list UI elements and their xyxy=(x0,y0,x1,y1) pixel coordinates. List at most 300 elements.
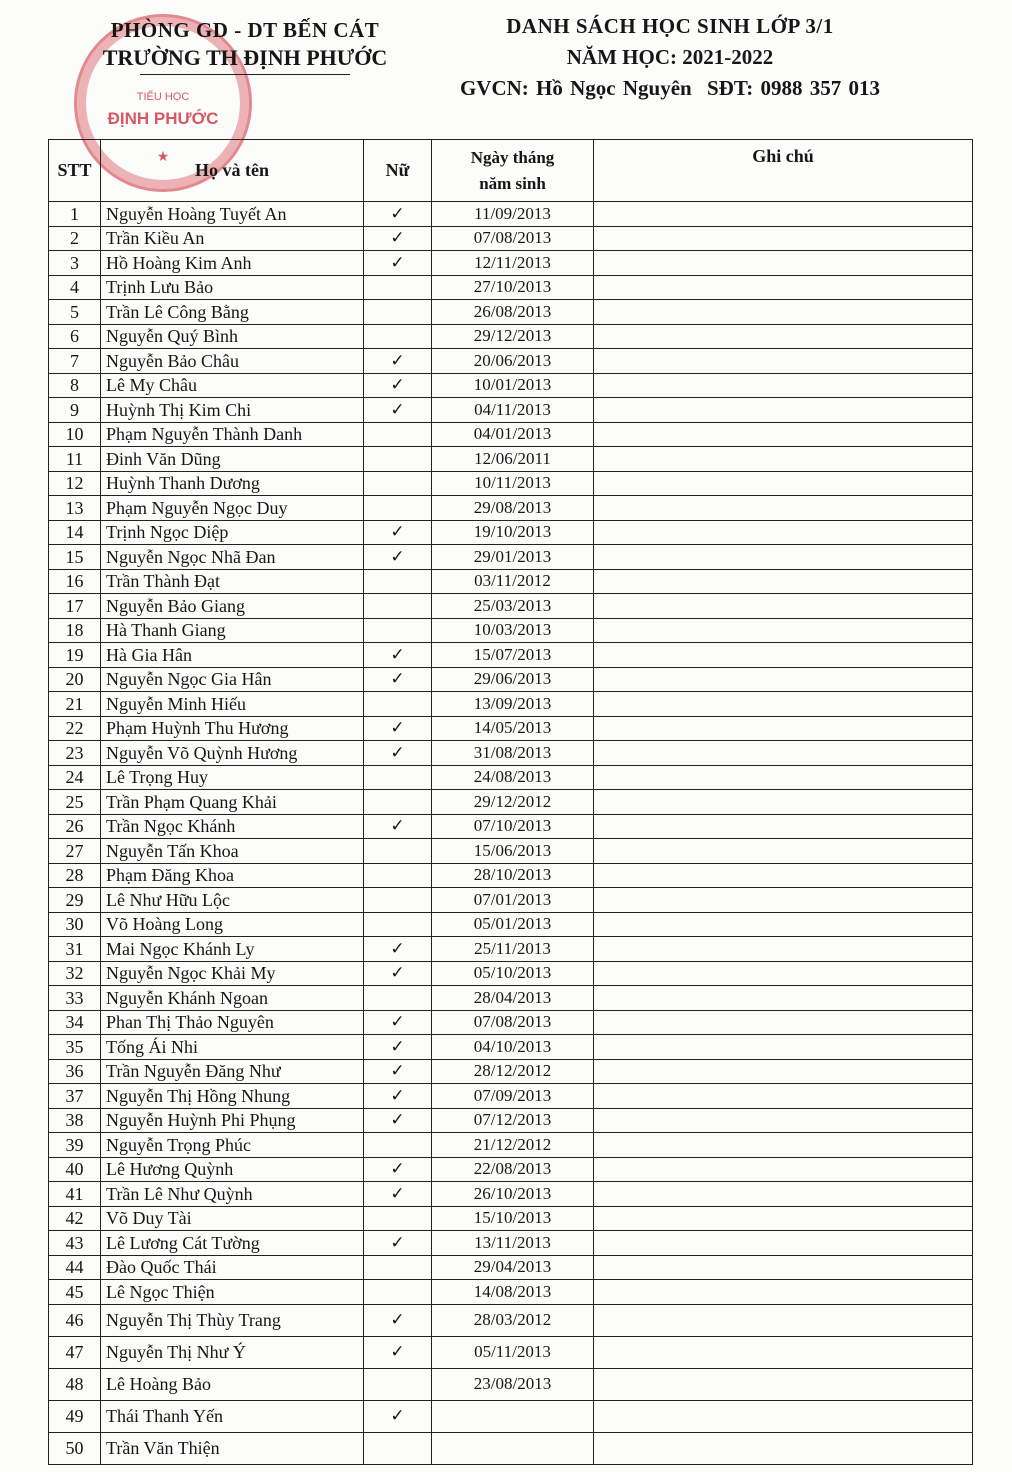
stt-cell: 2 xyxy=(49,226,101,251)
column-header-note: Ghi chú xyxy=(594,140,973,202)
name-cell: Nguyễn Minh Hiếu xyxy=(101,692,364,717)
female-check-cell: ✓ xyxy=(364,1035,432,1060)
table-row xyxy=(49,1206,973,1231)
stt-cell: 1 xyxy=(49,202,101,227)
note-cell xyxy=(594,1304,973,1336)
female-check-cell: ✓ xyxy=(364,1336,432,1368)
name-cell: Lê Ngọc Thiện xyxy=(101,1280,364,1305)
dob-cell: 20/06/2013 xyxy=(432,349,594,374)
female-check-cell xyxy=(364,765,432,790)
column-header-dob-line1: Ngày tháng xyxy=(470,147,555,167)
note-cell xyxy=(594,1280,973,1305)
note-cell xyxy=(594,1368,973,1400)
note-cell xyxy=(594,569,973,594)
female-check-cell xyxy=(364,1280,432,1305)
dob-cell: 05/11/2013 xyxy=(432,1336,594,1368)
name-cell: Trần Nguyễn Đăng Như xyxy=(101,1059,364,1084)
note-cell xyxy=(594,1035,973,1060)
dob-cell: 26/10/2013 xyxy=(432,1182,594,1207)
name-cell: Đinh Văn Dũng xyxy=(101,447,364,472)
dob-cell: 05/10/2013 xyxy=(432,961,594,986)
column-header-dob-line2: năm sinh xyxy=(479,173,546,193)
female-check-cell xyxy=(364,692,432,717)
name-cell: Nguyễn Quý Bình xyxy=(101,324,364,349)
stamp-star-icon: ★ xyxy=(156,150,170,165)
table-row xyxy=(49,275,973,300)
note-cell xyxy=(594,1157,973,1182)
note-cell xyxy=(594,839,973,864)
dob-cell: 25/11/2013 xyxy=(432,937,594,962)
name-cell: Nguyễn Bảo Châu xyxy=(101,349,364,374)
table-header-row xyxy=(49,140,973,202)
table-row xyxy=(49,1400,973,1432)
dob-cell xyxy=(432,1400,594,1432)
stt-cell: 19 xyxy=(49,643,101,668)
table-body xyxy=(49,202,973,1465)
stt-cell: 48 xyxy=(49,1368,101,1400)
dob-cell: 07/12/2013 xyxy=(432,1108,594,1133)
female-check-cell xyxy=(364,618,432,643)
dob-cell: 29/12/2012 xyxy=(432,790,594,815)
table-row xyxy=(49,471,973,496)
female-check-cell: ✓ xyxy=(364,716,432,741)
table-row xyxy=(49,496,973,521)
table-row xyxy=(49,741,973,766)
female-check-cell: ✓ xyxy=(364,398,432,423)
table-row xyxy=(49,594,973,619)
name-cell: Huỳnh Thị Kim Chi xyxy=(101,398,364,423)
document-header xyxy=(420,14,920,101)
note-cell xyxy=(594,1133,973,1158)
note-cell xyxy=(594,202,973,227)
student-table xyxy=(48,139,973,1465)
note-cell xyxy=(594,520,973,545)
table-row xyxy=(49,202,973,227)
female-check-cell: ✓ xyxy=(364,741,432,766)
dob-cell: 07/10/2013 xyxy=(432,814,594,839)
female-check-cell: ✓ xyxy=(364,373,432,398)
note-cell xyxy=(594,1400,973,1432)
name-cell: Phạm Nguyễn Ngọc Duy xyxy=(101,496,364,521)
table-row xyxy=(49,1059,973,1084)
header-underline xyxy=(140,74,350,75)
female-check-cell xyxy=(364,422,432,447)
note-cell xyxy=(594,1059,973,1084)
name-cell: Trần Lê Công Bằng xyxy=(101,300,364,325)
note-cell xyxy=(594,349,973,374)
note-cell xyxy=(594,961,973,986)
note-cell xyxy=(594,716,973,741)
table-row xyxy=(49,912,973,937)
name-cell: Trịnh Lưu Bảo xyxy=(101,275,364,300)
female-check-cell xyxy=(364,912,432,937)
stt-cell: 18 xyxy=(49,618,101,643)
table-row xyxy=(49,447,973,472)
stt-cell: 38 xyxy=(49,1108,101,1133)
dob-cell: 31/08/2013 xyxy=(432,741,594,766)
name-cell: Nguyễn Tấn Khoa xyxy=(101,839,364,864)
stt-cell: 28 xyxy=(49,863,101,888)
name-cell: Trần Phạm Quang Khải xyxy=(101,790,364,815)
female-check-cell: ✓ xyxy=(364,1400,432,1432)
stt-cell: 47 xyxy=(49,1336,101,1368)
note-cell xyxy=(594,1182,973,1207)
dob-cell: 10/03/2013 xyxy=(432,618,594,643)
stt-cell: 41 xyxy=(49,1182,101,1207)
stt-cell: 14 xyxy=(49,520,101,545)
female-check-cell: ✓ xyxy=(364,1157,432,1182)
dob-cell: 13/11/2013 xyxy=(432,1231,594,1256)
stt-cell: 22 xyxy=(49,716,101,741)
stamp-text-top: TIỂU HỌC xyxy=(136,91,190,103)
dob-cell: 15/06/2013 xyxy=(432,839,594,864)
note-cell xyxy=(594,667,973,692)
stt-cell: 43 xyxy=(49,1231,101,1256)
column-header-dob xyxy=(432,140,594,202)
table-row xyxy=(49,790,973,815)
stt-cell: 5 xyxy=(49,300,101,325)
stt-cell: 29 xyxy=(49,888,101,913)
female-check-cell: ✓ xyxy=(364,1084,432,1109)
female-check-cell: ✓ xyxy=(364,1108,432,1133)
name-cell: Lê Hương Quỳnh xyxy=(101,1157,364,1182)
female-check-cell xyxy=(364,986,432,1011)
dob-cell: 04/10/2013 xyxy=(432,1035,594,1060)
table-row xyxy=(49,545,973,570)
dob-cell: 13/09/2013 xyxy=(432,692,594,717)
name-cell: Nguyễn Huỳnh Phi Phụng xyxy=(101,1108,364,1133)
female-check-cell xyxy=(364,863,432,888)
stt-cell: 33 xyxy=(49,986,101,1011)
name-cell: Nguyễn Thị Thùy Trang xyxy=(101,1304,364,1336)
table-row xyxy=(49,422,973,447)
note-cell xyxy=(594,422,973,447)
table-row xyxy=(49,986,973,1011)
dob-cell: 15/10/2013 xyxy=(432,1206,594,1231)
stt-cell: 7 xyxy=(49,349,101,374)
stt-cell: 12 xyxy=(49,471,101,496)
table-row xyxy=(49,1231,973,1256)
table-row xyxy=(49,373,973,398)
department-name: PHÒNG GD - DT BẾN CÁT xyxy=(110,18,380,42)
table-row xyxy=(49,1133,973,1158)
female-check-cell: ✓ xyxy=(364,937,432,962)
stt-cell: 24 xyxy=(49,765,101,790)
dob-cell: 05/01/2013 xyxy=(432,912,594,937)
school-header xyxy=(80,18,410,75)
table-row xyxy=(49,520,973,545)
note-cell xyxy=(594,692,973,717)
female-check-cell xyxy=(364,790,432,815)
stt-cell: 3 xyxy=(49,251,101,276)
dob-cell: 29/04/2013 xyxy=(432,1255,594,1280)
name-cell: Trịnh Ngọc Diệp xyxy=(101,520,364,545)
dob-cell: 29/08/2013 xyxy=(432,496,594,521)
table-row xyxy=(49,1432,973,1464)
dob-cell: 22/08/2013 xyxy=(432,1157,594,1182)
name-cell: Đào Quốc Thái xyxy=(101,1255,364,1280)
dob-cell: 19/10/2013 xyxy=(432,520,594,545)
name-cell: Nguyễn Ngọc Gia Hân xyxy=(101,667,364,692)
table-row xyxy=(49,1304,973,1336)
table-row xyxy=(49,667,973,692)
name-cell: Lê Trọng Huy xyxy=(101,765,364,790)
dob-cell: 12/11/2013 xyxy=(432,251,594,276)
name-cell: Nguyễn Hoàng Tuyết An xyxy=(101,202,364,227)
stt-cell: 15 xyxy=(49,545,101,570)
dob-cell: 29/01/2013 xyxy=(432,545,594,570)
name-cell: Lê My Châu xyxy=(101,373,364,398)
school-name: TRƯỜNG TH ĐỊNH PHƯỚC xyxy=(102,45,388,70)
stt-cell: 23 xyxy=(49,741,101,766)
stt-cell: 36 xyxy=(49,1059,101,1084)
stt-cell: 6 xyxy=(49,324,101,349)
name-cell: Trần Văn Thiện xyxy=(101,1432,364,1464)
table-row xyxy=(49,765,973,790)
table-row xyxy=(49,863,973,888)
name-cell: Huỳnh Thanh Dương xyxy=(101,471,364,496)
table-row xyxy=(49,1368,973,1400)
female-check-cell: ✓ xyxy=(364,643,432,668)
stt-cell: 27 xyxy=(49,839,101,864)
stt-cell: 32 xyxy=(49,961,101,986)
table-row xyxy=(49,1336,973,1368)
note-cell xyxy=(594,1010,973,1035)
name-cell: Nguyễn Bảo Giang xyxy=(101,594,364,619)
note-cell xyxy=(594,1231,973,1256)
dob-cell: 03/11/2012 xyxy=(432,569,594,594)
female-check-cell: ✓ xyxy=(364,814,432,839)
table-row xyxy=(49,398,973,423)
female-check-cell: ✓ xyxy=(364,251,432,276)
female-check-cell: ✓ xyxy=(364,961,432,986)
stt-cell: 26 xyxy=(49,814,101,839)
note-cell xyxy=(594,226,973,251)
table-row xyxy=(49,1182,973,1207)
table-row xyxy=(49,839,973,864)
note-cell xyxy=(594,790,973,815)
female-check-cell: ✓ xyxy=(364,520,432,545)
dob-cell: 29/12/2013 xyxy=(432,324,594,349)
name-cell: Phạm Đăng Khoa xyxy=(101,863,364,888)
name-cell: Nguyễn Võ Quỳnh Hương xyxy=(101,741,364,766)
female-check-cell xyxy=(364,594,432,619)
dob-cell: 24/08/2013 xyxy=(432,765,594,790)
dob-cell: 26/08/2013 xyxy=(432,300,594,325)
female-check-cell xyxy=(364,447,432,472)
note-cell xyxy=(594,643,973,668)
name-cell: Nguyễn Thị Hồng Nhung xyxy=(101,1084,364,1109)
note-cell xyxy=(594,1206,973,1231)
note-cell xyxy=(594,888,973,913)
name-cell: Nguyễn Thị Như Ý xyxy=(101,1336,364,1368)
dob-cell: 10/01/2013 xyxy=(432,373,594,398)
stt-cell: 46 xyxy=(49,1304,101,1336)
female-check-cell: ✓ xyxy=(364,1059,432,1084)
female-check-cell xyxy=(364,300,432,325)
column-header-female: Nữ xyxy=(364,140,432,202)
stt-cell: 16 xyxy=(49,569,101,594)
name-cell: Trần Thành Đạt xyxy=(101,569,364,594)
stt-cell: 21 xyxy=(49,692,101,717)
dob-cell xyxy=(432,1432,594,1464)
note-cell xyxy=(594,545,973,570)
name-cell: Hồ Hoàng Kim Anh xyxy=(101,251,364,276)
name-cell: Thái Thanh Yến xyxy=(101,1400,364,1432)
stt-cell: 35 xyxy=(49,1035,101,1060)
table-row xyxy=(49,888,973,913)
table-row xyxy=(49,349,973,374)
stt-cell: 8 xyxy=(49,373,101,398)
table-row xyxy=(49,716,973,741)
female-check-cell: ✓ xyxy=(364,226,432,251)
name-cell: Lê Lương Cát Tường xyxy=(101,1231,364,1256)
table-row xyxy=(49,251,973,276)
note-cell xyxy=(594,398,973,423)
female-check-cell: ✓ xyxy=(364,1010,432,1035)
note-cell xyxy=(594,765,973,790)
female-check-cell xyxy=(364,275,432,300)
table-row xyxy=(49,1084,973,1109)
table-row xyxy=(49,692,973,717)
dob-cell: 14/05/2013 xyxy=(432,716,594,741)
note-cell xyxy=(594,1432,973,1464)
dob-cell: 21/12/2012 xyxy=(432,1133,594,1158)
dob-cell: 07/01/2013 xyxy=(432,888,594,913)
note-cell xyxy=(594,1336,973,1368)
name-cell: Nguyễn Ngọc Nhã Đan xyxy=(101,545,364,570)
dob-cell: 27/10/2013 xyxy=(432,275,594,300)
stt-cell: 25 xyxy=(49,790,101,815)
note-cell xyxy=(594,912,973,937)
table-row xyxy=(49,814,973,839)
dob-cell: 12/06/2011 xyxy=(432,447,594,472)
table-row xyxy=(49,1108,973,1133)
note-cell xyxy=(594,741,973,766)
note-cell xyxy=(594,594,973,619)
stt-cell: 9 xyxy=(49,398,101,423)
note-cell xyxy=(594,1255,973,1280)
female-check-cell xyxy=(364,1206,432,1231)
teacher-name: GVCN: Hồ Ngọc Nguyên xyxy=(459,76,692,100)
note-cell xyxy=(594,937,973,962)
female-check-cell xyxy=(364,1368,432,1400)
dob-cell: 04/01/2013 xyxy=(432,422,594,447)
table-row xyxy=(49,1280,973,1305)
dob-cell: 25/03/2013 xyxy=(432,594,594,619)
table-row xyxy=(49,1035,973,1060)
dob-cell: 07/09/2013 xyxy=(432,1084,594,1109)
teacher-line xyxy=(420,76,920,101)
stt-cell: 10 xyxy=(49,422,101,447)
female-check-cell xyxy=(364,496,432,521)
female-check-cell xyxy=(364,1133,432,1158)
stamp-text-main: ĐỊNH PHƯỚC xyxy=(107,109,219,128)
female-check-cell: ✓ xyxy=(364,1182,432,1207)
name-cell: Hà Gia Hân xyxy=(101,643,364,668)
note-cell xyxy=(594,324,973,349)
table-row xyxy=(49,1157,973,1182)
name-cell: Phan Thị Thảo Nguyên xyxy=(101,1010,364,1035)
name-cell: Mai Ngọc Khánh Ly xyxy=(101,937,364,962)
table-row xyxy=(49,961,973,986)
dob-cell: 29/06/2013 xyxy=(432,667,594,692)
stt-cell: 49 xyxy=(49,1400,101,1432)
name-cell: Trần Lê Như Quỳnh xyxy=(101,1182,364,1207)
column-header-stt: STT xyxy=(49,140,101,202)
table-row xyxy=(49,324,973,349)
note-cell xyxy=(594,373,973,398)
name-cell: Lê Hoàng Bảo xyxy=(101,1368,364,1400)
table-row xyxy=(49,569,973,594)
female-check-cell: ✓ xyxy=(364,1304,432,1336)
female-check-cell xyxy=(364,888,432,913)
name-cell: Nguyễn Trọng Phúc xyxy=(101,1133,364,1158)
stt-cell: 42 xyxy=(49,1206,101,1231)
stt-cell: 39 xyxy=(49,1133,101,1158)
note-cell xyxy=(594,447,973,472)
dob-cell: 04/11/2013 xyxy=(432,398,594,423)
female-check-cell: ✓ xyxy=(364,349,432,374)
dob-cell: 28/10/2013 xyxy=(432,863,594,888)
dob-cell: 07/08/2013 xyxy=(432,226,594,251)
stt-cell: 17 xyxy=(49,594,101,619)
note-cell xyxy=(594,1084,973,1109)
stt-cell: 45 xyxy=(49,1280,101,1305)
name-cell: Trần Ngọc Khánh xyxy=(101,814,364,839)
female-check-cell xyxy=(364,324,432,349)
name-cell: Võ Hoàng Long xyxy=(101,912,364,937)
dob-cell: 23/08/2013 xyxy=(432,1368,594,1400)
note-cell xyxy=(594,471,973,496)
female-check-cell xyxy=(364,569,432,594)
stt-cell: 30 xyxy=(49,912,101,937)
table-row xyxy=(49,643,973,668)
stt-cell: 31 xyxy=(49,937,101,962)
table-row xyxy=(49,618,973,643)
note-cell xyxy=(594,275,973,300)
note-cell xyxy=(594,618,973,643)
dob-cell: 10/11/2013 xyxy=(432,471,594,496)
name-cell: Phạm Nguyễn Thành Danh xyxy=(101,422,364,447)
stt-cell: 4 xyxy=(49,275,101,300)
dob-cell: 07/08/2013 xyxy=(432,1010,594,1035)
table-row xyxy=(49,226,973,251)
teacher-phone: SĐT: 0988 357 013 xyxy=(706,76,881,100)
note-cell xyxy=(594,496,973,521)
dob-cell: 15/07/2013 xyxy=(432,643,594,668)
name-cell: Tống Ái Nhi xyxy=(101,1035,364,1060)
name-cell: Hà Thanh Giang xyxy=(101,618,364,643)
table-row xyxy=(49,1010,973,1035)
female-check-cell: ✓ xyxy=(364,202,432,227)
stt-cell: 20 xyxy=(49,667,101,692)
dob-cell: 28/04/2013 xyxy=(432,986,594,1011)
stt-cell: 37 xyxy=(49,1084,101,1109)
note-cell xyxy=(594,1108,973,1133)
female-check-cell xyxy=(364,1255,432,1280)
table-row xyxy=(49,937,973,962)
name-cell: Nguyễn Ngọc Khải My xyxy=(101,961,364,986)
name-cell: Trần Kiều An xyxy=(101,226,364,251)
female-check-cell xyxy=(364,1432,432,1464)
dob-cell: 11/09/2013 xyxy=(432,202,594,227)
column-header-name: Họ và tên xyxy=(101,140,364,202)
note-cell xyxy=(594,300,973,325)
name-cell: Võ Duy Tài xyxy=(101,1206,364,1231)
dob-cell: 28/12/2012 xyxy=(432,1059,594,1084)
name-cell: Lê Như Hữu Lộc xyxy=(101,888,364,913)
